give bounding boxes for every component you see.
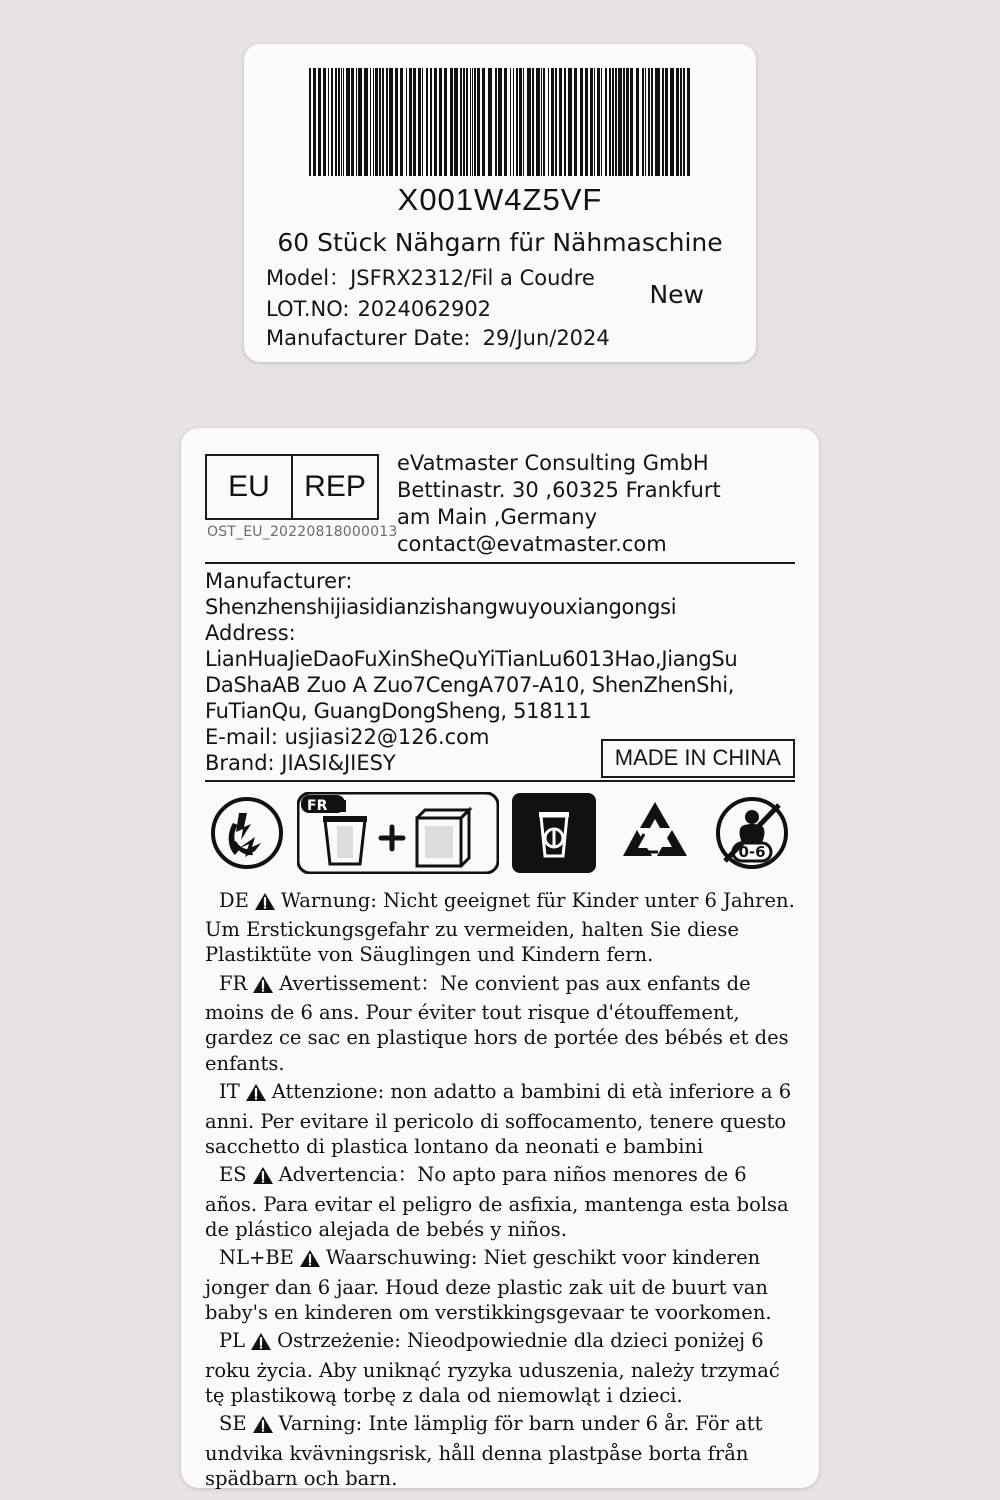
warning-text-line: Varning: Inte lämplig för barn under 6 år. För att [278,1412,763,1436]
warning-text-line: Advertencia：No apto para niños menores de 6 años. [205,1163,747,1216]
warning-text-line: spädbarn och barn. [205,1466,398,1490]
tidyman-bin-icon [511,792,597,878]
manufacturer-email: E-mail: usjiasi22@126.com [205,724,490,749]
eu-rep-company: eVatmaster Consulting GmbH [397,451,709,475]
address-label: Address: [205,620,296,645]
warning-language-code: SE [219,1412,247,1436]
lot-value: 2024062902 [357,297,492,321]
model-label: Model： [266,266,351,290]
barcode-image [309,68,691,176]
made-in-china-badge: MADE IN CHINA [601,739,795,777]
manufacture-date-line [266,326,734,350]
barcode-value: X001W4Z5VF [397,182,603,217]
eu-rep-street: Bettinastr. 30 ,60325 Frankfurt [397,477,721,502]
barcode-label [244,44,756,362]
warning-block [205,971,795,1076]
warning-text-line: Ostrzeżenie: Nieodpowiednie dla dzieci poniżej 6 [277,1329,764,1353]
compliance-label [181,428,819,1488]
svg-text:FR: FR [307,797,328,814]
warning-text-line: moins de 6 ans. Pour éviter tout risque d'étouffement, gardez [205,1001,740,1050]
condition-badge: New [649,280,704,309]
warning-triangle-icon [245,1083,267,1108]
warning-triangle-icon [252,975,274,1000]
warning-text-line: plastikową torbę z dala od niemowląt i dzieci. [230,1383,683,1407]
warning-language-code: PL [219,1329,246,1353]
green-dot-icon [209,793,285,877]
warning-triangle-icon [299,1249,321,1274]
warning-triangle-icon [254,892,276,917]
eu-rep-rep-text: REP [304,470,366,503]
manufacture-date-label: Manufacturer Date: [266,326,471,350]
eu-rep-code: OST_EU_20220818000013 [207,524,398,540]
manufacturer-block [205,564,795,782]
warning-text-line: Plastiktüte von Säuglingen und Kindern fern. [205,943,654,967]
eu-rep-city: am Main ,Germany [397,504,598,529]
warning-triangle-icon [252,1166,274,1191]
sorting-instruction-fr-icon [297,792,499,878]
warning-text-line: Waarschuwing: Niet geschikt voor kinderen [325,1246,761,1270]
warnings-list [205,886,795,1492]
warning-block [205,1328,795,1408]
warning-text-line: Warnung: Nicht geeignet für Kinder unter 6 Jahren. [280,888,795,912]
warning-text-line: ce sac en plastique hors de portée des bébés et des enfants. [205,1026,789,1075]
manufacturer-label: Manufacturer: [205,568,353,593]
warning-text-line: Para evitar el peligro de asfixia, mantenga esta bolsa de [205,1192,789,1241]
warning-triangle-icon [252,1415,274,1440]
warning-block [205,1411,795,1491]
warning-language-code: ES [219,1163,247,1187]
warning-language-code: DE [219,888,249,912]
warning-text-line: Um Erstickungsgefahr zu vermeiden, halten Sie diese [205,918,739,942]
warning-block [205,888,795,968]
warning-language-code: NL+BE [219,1246,294,1270]
address-line-3: FuTianQu, GuangDongSheng, 518111 [205,698,592,723]
manufacture-date-value: 29/Jun/2024 [482,326,610,350]
model-value: JSFRX2312/Fil a Coudre [350,266,595,290]
warning-block [205,1245,795,1325]
warning-language-code: FR [219,971,248,995]
product-title: 60 Stück Nähgarn für Nähmaschine [277,228,723,257]
warning-text-line: Avertissement：Ne convient pas aux enfants de [279,971,751,995]
eu-rep-block [205,450,795,564]
warning-text-line: plástico alejada de bebés y niños. [235,1217,567,1241]
svg-text:0-6: 0-6 [738,842,766,861]
warning-text-line: baby's en kinderen om verstikkingsgevaar te voorkomen. [205,1300,772,1324]
warning-text-line: sacchetto di plastica lontano da neonati e bambini [205,1134,704,1158]
brand-line: Brand: JIASI&JIESY [205,750,396,775]
eu-rep-email: contact@evatmaster.com [397,531,667,556]
warning-text-line: Attenzione: non adatto a bambini di età inferiore a 6 [271,1080,792,1104]
warning-text-line: jonger dan 6 jaar. Houd deze plastic zak uit de buurt van [205,1275,768,1299]
recycling-mobius-icon [609,794,701,876]
not-for-children-under-6-icon [713,793,791,877]
eu-rep-eu-text: EU [207,456,293,518]
warning-triangle-icon [250,1332,272,1357]
warning-block [205,1162,795,1242]
pictogram-row [205,782,795,886]
warning-language-code: IT [219,1080,240,1104]
manufacturer-name: Shenzhenshijiasidianzishangwuyouxiangongsi [205,594,677,619]
warning-text-line: anni. Per evitare il pericolo di soffocamento, tenere questo [205,1109,787,1133]
warning-text-line: undvika kvävningsrisk, håll denna plastpåse borta från [205,1441,749,1465]
warning-block [205,1079,795,1159]
address-line-2: DaShaAB Zuo A Zuo7CengA707-A10, ShenZhenShi, [205,672,735,697]
lot-label: LOT.NO: [266,297,350,321]
eu-rep-address [397,450,721,558]
warning-text-line: roku życia. Aby uniknąć ryzyka uduszenia, należy trzymać tę [205,1358,780,1407]
eu-rep-box [205,454,379,520]
address-line-1: LianHuaJieDaoFuXinSheQuYiTianLu6013Hao,JiangSu [205,646,738,671]
